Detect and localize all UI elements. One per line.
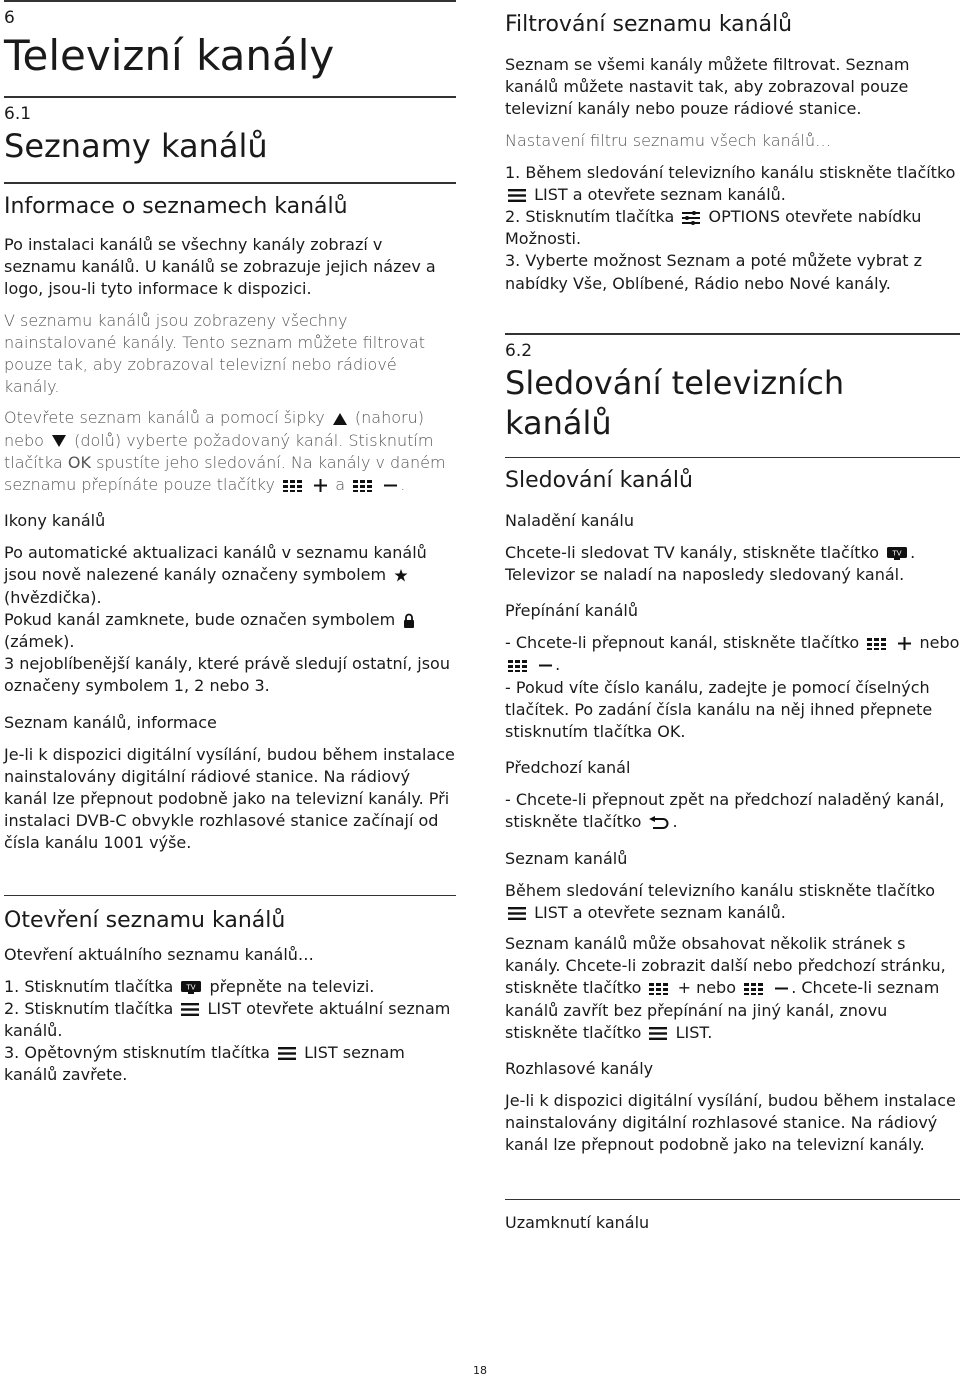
subsection-rule [4,182,456,184]
filter-subheading: Nastavení filtru seznamu všech kanálů… [505,130,832,150]
filter-heading: Filtrování seznamu kanálů [505,12,793,37]
previous-paragraph: - Chcete-li přepnout zpět na předchozí naladěný kanál, stiskněte tlačítko . [505,790,945,832]
section-rule [4,96,456,98]
chapter-title: Televizní kanály [4,31,335,80]
lock-heading: Uzamknutí kanálu [505,1212,650,1232]
ok-key: OK [67,452,92,472]
rank-3: 3 [254,676,265,696]
plus-icon [898,637,911,650]
list-key: LIST [675,1022,708,1042]
star-icon [394,569,408,583]
list-key: LIST [207,998,242,1018]
open-subheading: Otevření aktuálního seznamu kanálů… [4,944,314,964]
svg-text:TV: TV [892,549,902,558]
section-number: 6.2 [505,340,533,361]
list-info-paragraph: Je-li k dispozici digitální vysílání, budou během instalace nainstalovány digitální rádiové stanice. Na rádiový kanál lze přepnout podobně jako na televizní kanály. Při instalaci DVB-C obvykle rozhlasové stanice začínají od čísla kanálu 1001 výše. [4,744,455,853]
section-title: Seznamy kanálů [4,127,268,165]
filter-paragraph: Seznam se všemi kanály můžete filtrovat. Seznam kanálů můžete nastavit tak, aby zobrazoval pouze televizní kanály nebo pouze rádiové stanice. [505,55,910,119]
ok-key: OK [657,722,681,742]
list-key: LIST [534,902,568,922]
previous-heading: Předchozí kanál [505,758,631,778]
info-heading: Informace o seznamech kanálů [4,194,348,219]
open-rule [4,895,456,896]
channel-grid-icon [649,983,669,995]
back-icon [649,816,669,830]
switch-heading: Přepínání kanálů [505,601,638,621]
channel-list-heading: Seznam kanálů [505,848,628,868]
channel-grid-icon [283,480,303,492]
open-heading: Otevření seznamu kanálů [4,907,286,933]
subsection-rule [505,457,960,458]
section-title: Sledování televizních kanálů [505,363,845,442]
chapter-rule [4,0,456,2]
radio-paragraph: Je-li k dispozici digitální vysílání, budou během instalace nainstalovány digitální rozhlasové stanice. Na rádiový kanál lze přepnout podobně jako na televizní kanály. [505,1091,956,1155]
open-steps: 1. Stisknutím tlačítka TV přepněte na televizi. 2. Stisknutím tlačítka LIST otevřete aktuální seznam kanálů. 3. Opětovným stisknutím tlačítka LIST seznam kanálů zavřete. [4,976,451,1085]
page-number: 18 [473,1364,487,1377]
info-paragraph-2: V seznamu kanálů jsou zobrazeny všechny nainstalované kanály. Tento seznam můžete filtrovat pouze tak, aby zobrazoval televizní nebo rádiové kanály. [4,310,425,397]
channel-grid-icon [744,983,764,995]
options-icon [682,211,700,225]
list-key: LIST [534,184,568,204]
left-column [4,0,456,1096]
info-paragraph-1: Po instalaci kanálů se všechny kanály zobrazí v seznamu kanálů. U kanálů se zobrazuje jejich název a logo, jsou-li tyto informace k dispozici. [4,235,436,299]
tune-heading: Naladění kanálu [505,510,635,530]
list-key: LIST [304,1043,338,1063]
rank-1: 1 [173,676,184,696]
section-rule [505,333,960,335]
channel-grid-icon [867,638,887,650]
icons-heading: Ikony kanálů [4,511,106,531]
list-icon [181,1003,199,1016]
lock-rule [505,1199,960,1200]
list-info-heading: Seznam kanálů, informace [4,712,217,732]
tv-icon [887,547,907,560]
list-icon [508,189,526,202]
tune-paragraph: Chcete-li sledovat TV kanály, stiskněte tlačítko TV . Televizor se naladí na naposledy sledovaný kanál. [505,542,916,585]
lock-icon [403,613,415,628]
minus-icon [384,479,397,492]
channel-grid-icon [353,480,373,492]
radio-heading: Rozhlasové kanály [505,1059,654,1079]
svg-text:TV: TV [186,983,196,992]
switch-paragraph: - Chcete-li přepnout kanál, stiskněte tlačítko nebo . - Pokud víte číslo kanálu, zadejte je pomocí číselných tlačítek. Po zadání čísla kanálu na něj ihned přepnete stisknutím tlačítka OK. [505,633,960,742]
chapter-number: 6 [4,8,15,28]
tv-icon [181,981,201,994]
arrow-down-icon [52,435,66,447]
icons-paragraph: Po automatické aktualizaci kanálů v seznamu kanálů jsou nově nalezené kanály označeny symbolem (hvězdička). Pokud kanál zamknete, bude označen symbolem (zámek). 3 nejoblíbenější kanály, které právě sledují ostatní, jsou označeny symbolem 1, 2 nebo 3. [4,543,450,696]
channel-list-paragraph-1: Během sledování televizního kanálu stiskněte tlačítko LIST a otevřete seznam kanálů. [505,880,936,922]
minus-icon [775,982,788,995]
list-icon [278,1047,296,1060]
list-icon [508,907,526,920]
options-key: OPTIONS [708,207,780,227]
arrow-up-icon [333,413,347,425]
filter-steps: 1. Během sledování televizního kanálu stiskněte tlačítko LIST a otevřete seznam kanálů. 2. Stisknutím tlačítka OPTIONS otevřete nabídku Možnosti. 3. Vyberte možnost Seznam a poté můžete vybrat z nabídky Vše, Oblíbené, Rádio nebo Nové kanály. [505,162,956,293]
list-icon [649,1027,667,1040]
section-number: 6.1 [4,104,32,124]
minus-icon [539,659,552,672]
channel-grid-icon [508,660,528,672]
plus-icon [314,479,327,492]
right-column [505,0,960,1244]
channel-list-paragraph-2: Seznam kanálů může obsahovat několik stránek s kanály. Chcete-li zobrazit další nebo předchozí stránku, stiskněte tlačítko + nebo . Chcete-li seznam kanálů zavřít bez přepínání na jiný kanál, znovu stiskněte tlačítko LIST. [505,934,946,1042]
rank-2: 2 [194,676,205,696]
info-paragraph-3: Otevřete seznam kanálů a pomocí šipky (nahoru) nebo (dolů) vyberte požadovaný kanál. Stisknutím tlačítka OK spustíte jeho sledování. Na kanály v daném seznamu přepínáte pouze tlačítky a . [4,408,446,495]
watch-heading: Sledování kanálů [505,467,693,493]
